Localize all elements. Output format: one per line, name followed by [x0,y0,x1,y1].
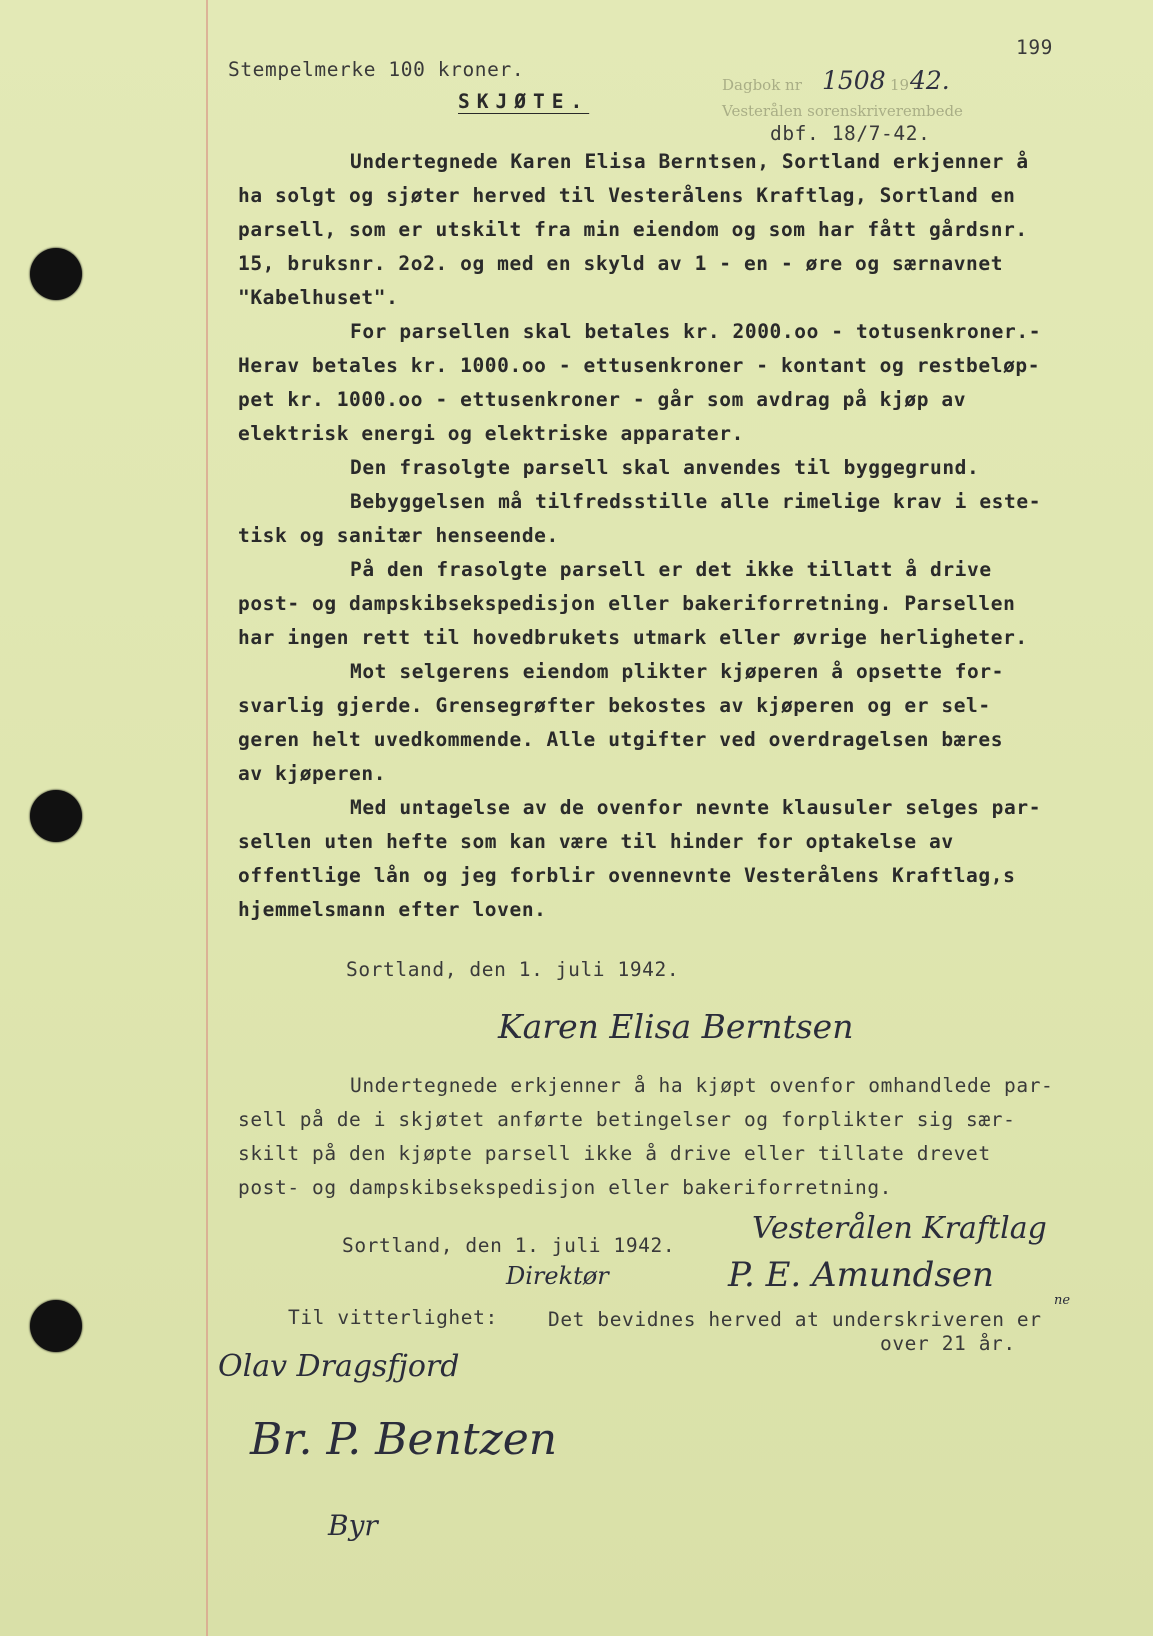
margin-rule [206,0,208,1636]
witness-label: Til vitterlighet: [288,1306,498,1329]
witness-signature: Olav Dragsfjord [218,1349,460,1384]
body-line: geren helt uvedkommende. Alle utgifter ved overdragelsen bæres [238,728,1004,751]
registry-stamp-prefix: Dagbok nr [722,76,802,94]
body-line: "Kabelhuset". [238,286,399,309]
buyer-title-signature: Direktør [506,1262,609,1290]
initials-mark: Byr [328,1509,378,1542]
witness-signature: Br. P. Bentzen [250,1414,558,1465]
body-line: av kjøperen. [238,762,387,785]
body-line: Undertegnede erkjenner å ha kjøpt ovenfor omhandlede par- [350,1074,1054,1097]
age-attestation-cont: over 21 år. [880,1332,1016,1355]
registry-year-prefix: 19 [890,76,910,94]
body-line: 15, bruksnr. 2o2. og med en skyld av 1 - en - øre og særnavnet [238,252,1004,275]
body-line: Undertegnede Karen Elisa Berntsen, Sortland erkjenner å [350,150,1029,173]
body-line: post- og dampskibsekspedisjon eller bakeriforretning. Parsellen [238,592,1016,615]
registry-number: 1508 [822,66,886,95]
body-line: post- og dampskibsekspedisjon eller bakeriforretning. [238,1176,893,1199]
body-line: Med untagelse av de ovenfor nevnte klausuler selges par- [350,796,1042,819]
body-line: sell på de i skjøtet anførte betingelser og forplikter sig sær- [238,1108,1016,1131]
body-line: På den frasolgte parsell er det ikke tillatt å drive [350,558,992,581]
body-line: ha solgt og sjøter herved til Vesterålens Kraftlag, Sortland en [238,184,1016,207]
body-line: parsell, som er utskilt fra min eiendom og som har fått gårdsnr. [238,218,1028,241]
handwritten-correction: ne [1054,1293,1071,1308]
body-line: tisk og sanitær henseende. [238,524,559,547]
buyer-signature: P. E. Amundsen [728,1255,994,1295]
dbf-date: dbf. 18/7-42. [770,122,931,145]
registry-year: 42. [910,66,950,95]
body-line: skilt på den kjøpte parsell ikke å drive eller tillate drevet [238,1142,991,1165]
body-line: pet kr. 1000.oo - ettusenkroner - går som avdrag på kjøp av [238,388,967,411]
punch-hole [30,1300,82,1352]
body-line: elektrisk energi og elektriske apparater. [238,422,744,445]
body-line: svarlig gjerde. Grensegrøfter bekostes av kjøperen og er sel- [238,694,991,717]
stamp-duty-note: Stempelmerke 100 kroner. [228,58,525,81]
body-line: offentlige lån og jeg forblir ovennevnte Vesterålens Kraftlag,s [238,864,1016,887]
buyer-company-signature: Vesterålen Kraftlag [752,1211,1047,1246]
punch-hole [30,790,82,842]
punch-hole [30,248,82,300]
body-line: har ingen rett til hovedbrukets utmark eller øvrige herligheter. [238,626,1028,649]
document-title: SKJØTE. [458,90,590,113]
body-line: Bebyggelsen må tilfredsstille alle rimelige krav i este- [350,490,1042,513]
seller-signature: Karen Elisa Berntsen [498,1007,854,1046]
page-number: 199 [1016,36,1054,59]
place-date: Sortland, den 1. juli 1942. [346,958,680,981]
place-date: Sortland, den 1. juli 1942. [342,1234,676,1257]
body-line: hjemmelsmann efter loven. [238,898,547,921]
body-line: Herav betales kr. 1000.oo - ettusenkroner - kontant og restbeløp- [238,354,1041,377]
body-line: For parsellen skal betales kr. 2000.oo - totusenkroner.- [350,320,1042,343]
body-line: Mot selgerens eiendom plikter kjøperen å opsette for- [350,660,1005,683]
age-attestation: Det bevidnes herved at underskriveren er [548,1308,1042,1331]
body-line: Den frasolgte parsell skal anvendes til byggegrund. [350,456,980,479]
registry-office: Vesterålen sorenskriverembede [722,102,963,120]
body-line: sellen uten hefte som kan være til hinder for optakelse av [238,830,954,853]
